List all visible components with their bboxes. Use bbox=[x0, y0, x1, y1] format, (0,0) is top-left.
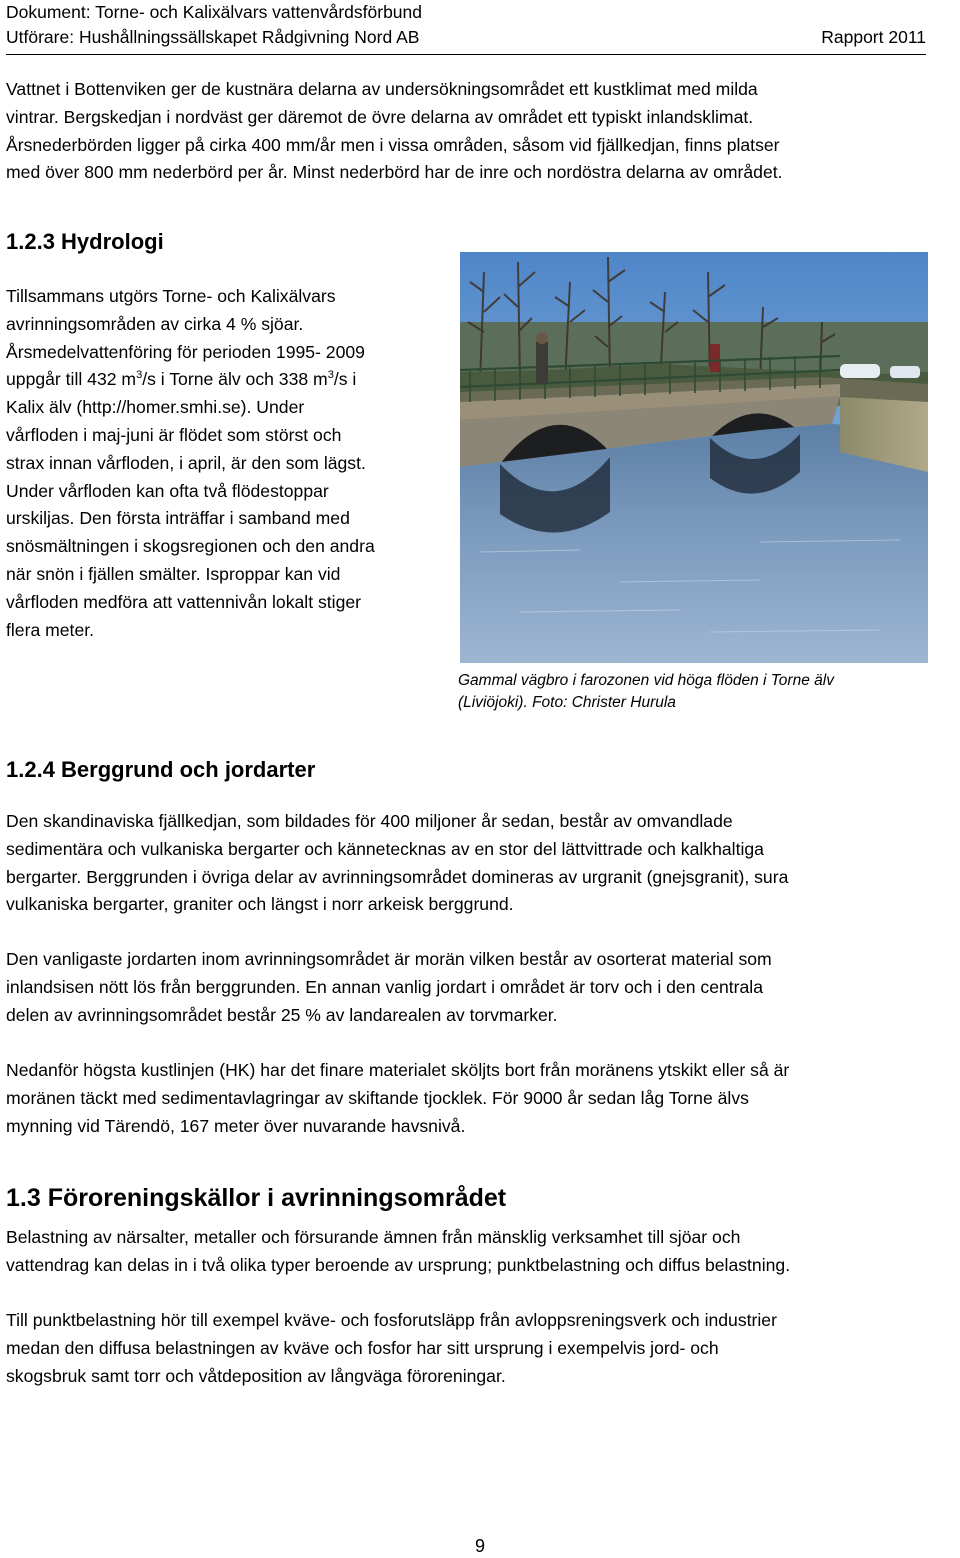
text-line: mynning vid Tärendö, 167 meter över nuvarande havsnivå. bbox=[6, 1115, 466, 1136]
section-heading-fororening: 1.3 Föroreningskällor i avrinningsområdet bbox=[6, 1184, 507, 1212]
hydrologi-paragraph bbox=[6, 283, 375, 644]
text-line: moränen täckt med sedimentavlagringar av skiftande tjocklek. För 9000 år sedan låg Torne älvs bbox=[6, 1087, 749, 1108]
header-contractor: Utförare: Hushållningssällskapet Rådgivning Nord AB bbox=[6, 27, 420, 47]
text-line: strax innan vårfloden, i april, är den som lägst. bbox=[6, 452, 366, 473]
page-number: 9 bbox=[474, 1536, 485, 1556]
text-line: skogsbruk samt torr och våtdeposition av långväga föroreningar. bbox=[6, 1365, 506, 1386]
header-report-year: Rapport 2011 bbox=[821, 27, 926, 47]
text-line: sedimentära och vulkaniska bergarter och kännetecknas av en stor del lättvittrade och kalkhaltiga bbox=[6, 838, 764, 859]
text-line: Kalix älv (http://homer.smhi.se). Under bbox=[6, 397, 305, 418]
section-heading-berggrund: 1.2.4 Berggrund och jordarter bbox=[6, 757, 316, 782]
header-document-title: Dokument: Torne- och Kalixälvars vattenvårdsförbund bbox=[6, 2, 423, 22]
berggrund-paragraph-3 bbox=[6, 1057, 789, 1140]
text-line: urskiljas. Den första inträffar i samband med bbox=[6, 508, 350, 529]
text-line: Vattnet i Bottenviken ger de kustnära delarna av undersökningsområdet ett kustklimat med milda bbox=[6, 79, 758, 99]
text-line: vårfloden medföra att vattennivån lokalt stiger bbox=[6, 591, 362, 612]
text-fragment: uppgår till 432 m bbox=[6, 369, 137, 390]
text-line: Den skandinaviska fjällkedjan, som bildades för 400 miljoner år sedan, består av omvandlade bbox=[6, 811, 733, 831]
text-line bbox=[6, 366, 375, 394]
superscript: 3 bbox=[327, 369, 334, 382]
text-line: Den vanligaste jordarten inom avrinningsområdet är morän vilken består av osorterat material som bbox=[6, 949, 772, 969]
caption-line: (Liviöjoki). Foto: Christer Hurula bbox=[458, 693, 676, 711]
text-line: vattendrag kan delas in i två olika typer beroende av ursprung; punktbelastning och diffus belastning. bbox=[6, 1254, 791, 1275]
text-line: Belastning av närsalter, metaller och försurande ämnen från mänsklig verksamhet till sjöar och bbox=[6, 1227, 741, 1247]
text-line: bergarter. Berggrunden i övriga delar av avrinningsområdet domineras av urgranit (gnejsgranit), sura bbox=[6, 866, 789, 887]
fororening-paragraph-1 bbox=[6, 1224, 790, 1280]
text-line: delen av avrinningsområdet består 25 % av landarealen av torvmarker. bbox=[6, 1004, 558, 1025]
text-line: vårfloden i maj-juni är flödet som störst och bbox=[6, 424, 342, 445]
page-header bbox=[6, 0, 926, 55]
text-line: avrinningsområden av cirka 4 % sjöar. bbox=[6, 313, 304, 334]
text-line: snösmältningen i skogsregionen och den andra bbox=[6, 536, 375, 557]
bridge-photo bbox=[460, 252, 928, 663]
text-line: vintrar. Bergskedjan i nordväst ger däremot de övre delarna av området ett typiskt inlandsklimat. bbox=[6, 106, 754, 127]
section-heading-hydrologi: 1.2.3 Hydrologi bbox=[6, 229, 164, 254]
intro-paragraph bbox=[6, 76, 783, 187]
superscript: 3 bbox=[136, 369, 143, 382]
text-line: flera meter. bbox=[6, 619, 95, 640]
text-line: när snön i fjällen smälter. Isproppar kan vid bbox=[6, 563, 341, 584]
caption-line: Gammal vägbro i farozonen vid höga flöden i Torne älv bbox=[458, 672, 834, 689]
photo-caption bbox=[458, 670, 834, 713]
text-line: medan den diffusa belastningen av kväve och fosfor har sitt ursprung i exempelvis jord- och bbox=[6, 1337, 719, 1358]
text-fragment: /s i bbox=[333, 369, 357, 390]
berggrund-paragraph-2 bbox=[6, 946, 772, 1029]
text-line: Årsnederbörden ligger på cirka 400 mm/år men i vissa områden, såsom vid fjällkedjan, finns platser bbox=[6, 134, 780, 155]
fororening-paragraph-2 bbox=[6, 1307, 777, 1390]
text-line: Nedanför högsta kustlinjen (HK) har det finare materialet sköljts bort från moränens ytskikt eller så är bbox=[6, 1060, 790, 1080]
text-line: vulkaniska bergarter, graniter och längst i norr arkeisk berggrund. bbox=[6, 894, 514, 915]
text-fragment: /s i Torne älv och 338 m bbox=[142, 369, 328, 390]
text-line: med över 800 mm nederbörd per år. Minst nederbörd har de inre och nordöstra delarna av området. bbox=[6, 162, 783, 183]
berggrund-paragraph-1 bbox=[6, 808, 788, 919]
text-line: inlandsisen nött lös från berggrunden. En annan vanlig jordart i området är torv och i den centrala bbox=[6, 976, 763, 997]
text-line: Årsmedelvattenföring för perioden 1995- 2009 bbox=[6, 341, 365, 362]
text-line: Till punktbelastning hör till exempel kväve- och fosforutsläpp från avloppsreningsverk och industrier bbox=[6, 1310, 777, 1330]
text-line: Under vårfloden kan ofta två flödestoppar bbox=[6, 480, 329, 501]
text-line: Tillsammans utgörs Torne- och Kalixälvars bbox=[6, 286, 336, 306]
